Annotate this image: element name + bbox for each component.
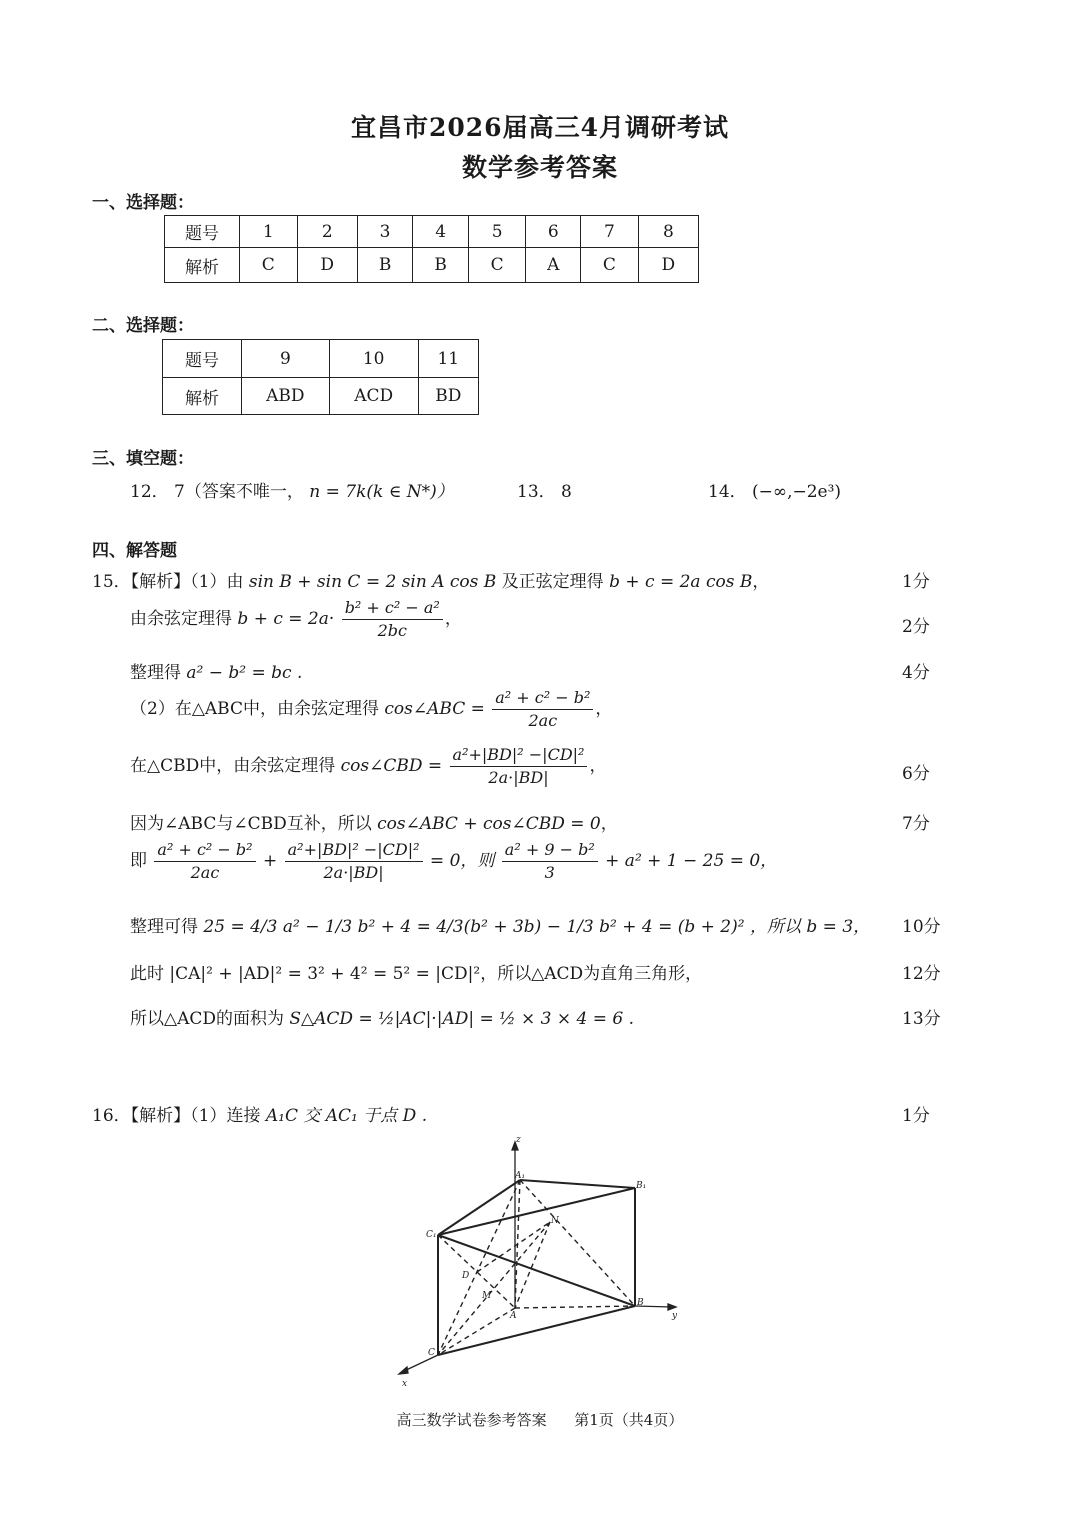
q14-label: 14． [708,482,747,502]
label-y: y [672,1311,678,1321]
table-cell: B [413,248,469,283]
q12-answer: 7（答案不唯一， [174,482,304,502]
table-cell: 6 [526,216,581,248]
table-row [165,248,699,283]
q15-eq: S△ACD = ½|AC|·|AD| = ½ × 3 × 4 = 6 . [289,1009,635,1029]
table-row [165,216,699,248]
q15-text: （2）在△ABC中，由余弦定理得 [130,699,379,719]
q15-line-4: （2）在△ABC中，由余弦定理得 cos∠ABC = $\frac{\text{a² + c² − b²}}{2ac}$ ， [130,688,613,730]
q15-eq: 25 = 4/3 a² − 1/3 b² + 4 = 4/3(b² + 3b) − 1/3 b² + 4 = (b + 2)² [203,917,745,937]
score: 10分 [902,917,941,937]
q15-text: 在△CBD中，由余弦定理得 [130,756,336,776]
table-row [163,378,479,415]
table-cell: 4 [413,216,469,248]
hidden-edges [438,1180,635,1355]
q12-label: 12． [130,482,169,502]
table-cell: 解析 [163,378,242,415]
score: 12分 [902,964,941,984]
q16-line-1 [92,1101,427,1126]
table-cell: 1 [240,216,298,248]
prism-figure [390,1130,690,1395]
table-cell: ABD [242,378,330,415]
q15-eq: cos∠ABC + cos∠CBD = 0 [377,814,601,834]
q15-text: 即 [130,851,147,871]
label-M: M [482,1291,492,1301]
section-1-heading: 一、选择题： [92,193,194,213]
label-z: z [516,1135,521,1145]
fraction: $\frac{\text{a² + c² − b²}}{2ac}$ [492,688,593,731]
q15-text: 所以△ACD的面积为 [130,1009,284,1029]
choice-table-1 [164,215,699,283]
table-cell: 10 [329,340,418,378]
fraction: $\frac{\text{a² + 9 − b²}}{3}$ [502,840,598,883]
footer-text: 高三数学试卷参考答案 [396,1411,547,1429]
q14-answer: (−∞,−2e³) [752,482,842,502]
section-2-heading: 二、选择题： [92,316,194,336]
score: 13分 [902,1009,941,1029]
score: 6分 [902,764,930,784]
q15-line-1: 15．【解析】（1）由 sin B + sin C = 2 sin A cos B 及正弦定理得 b + c = 2a cos B， [92,572,770,592]
q15-line-8 [130,912,870,937]
table-cell: 9 [242,340,330,378]
fraction: $\frac{\text{a² + c² − b²}}{2ac}$ [154,840,255,883]
table-cell: C [581,248,639,283]
page-number: 第1页（共4页） [574,1411,684,1429]
label-N: N [551,1216,559,1226]
q15-text: 此时 |CA|² + |AD|² = 3² + 4² = 5² = |CD|²，所以△ACD为直角三角形， [130,964,703,984]
table-cell: 11 [418,340,478,378]
fraction: $\frac{\text{b² + c² − a²}}{2bc}$ [342,598,443,641]
q15-eq: b + c = 2a· [237,609,335,629]
q15-line-9 [130,959,702,984]
q15-text: 由余弦定理得 [130,609,232,629]
label-C1: C₁ [426,1230,437,1240]
score: 7分 [902,814,930,834]
q15-text: 因为∠ABC与∠CBD互补，所以 [130,814,372,834]
table-cell: 5 [468,216,526,248]
q15-line-5: 在△CBD中，由余弦定理得 cos∠CBD = $\frac{\text{a²+|BD|² −|CD|²}}{2a\cdot|BD|}$ ， [130,745,607,787]
table-cell: 3 [357,216,413,248]
table-cell: C [468,248,526,283]
q16-text: A₁C 交 AC₁ 于点 D . [265,1106,428,1126]
score: 1分 [902,1106,930,1126]
label-x: x [402,1379,408,1389]
score: 2分 [902,617,930,637]
q15-line-7: 即 $\frac{\text{a² + c² − b²}}{2ac}$ + $\frac{\text{a²+|BD|² −|CD|²}}{2a\cdot|BD|}$ = 0，则 $\frac{\text{a² + 9 − b²}}{3}$ + a² + 1 − 25 = 0， [130,840,778,882]
q15-line-2: 由余弦定理得 b + c = 2a· $\frac{\text{b² + c² − a²}}{2bc}$ ， [130,598,462,640]
label-B1: B₁ [636,1181,647,1191]
table-row [163,340,479,378]
q13-label: 13． [517,482,556,502]
q15-eq: = 0，则 [429,851,495,871]
q15-text: 及正弦定理得 [501,572,604,592]
q15-intro: 15．【解析】（1）由 [92,572,244,592]
q15-eq: sin B + sin C = 2 sin A cos B [248,572,497,592]
section-4-heading: 四、解答题 [92,541,177,561]
fraction: $\frac{\text{a²+|BD|² −|CD|²}}{2a\cdot|BD|}$ [285,840,423,883]
q15-eq: a² − b² = bc . [186,663,303,683]
label-D: D [462,1271,470,1281]
label-C: C [428,1348,435,1358]
table-cell: 题号 [165,216,240,248]
table-cell: ACD [329,378,418,415]
q15-line-3 [130,658,302,683]
q15-eq: b + c = 2a cos B [609,572,753,592]
table-cell: BD [418,378,478,415]
table-cell: B [357,248,413,283]
answer-13 [517,477,572,502]
q15-text: 整理可得 [130,917,198,937]
fraction: $\frac{\text{a²+|BD|² −|CD|²}}{2a\cdot|BD|}$ [450,745,588,788]
section-3-heading: 三、填空题： [92,449,194,469]
doc-subtitle: 数学参考答案 [461,153,618,182]
table-cell: 2 [297,216,357,248]
q15-eq: cos∠ABC = [384,699,485,719]
answer-14 [708,477,841,502]
q16-intro: 16．【解析】（1）连接 [92,1106,261,1126]
choice-table-2 [162,339,479,415]
score: 4分 [902,663,930,683]
table-cell: A [526,248,581,283]
q15-eq: + a² + 1 − 25 = 0， [605,851,778,871]
q13-answer: 8 [561,482,572,502]
table-cell: 7 [581,216,639,248]
q15-line-10 [130,1004,634,1029]
score: 1分 [902,572,930,592]
page-footer [0,1409,1080,1430]
table-cell: 题号 [163,340,242,378]
solid-edges [438,1180,635,1355]
label-A1: A₁ [515,1171,526,1181]
q15-eq: ，所以 b = 3， [749,917,871,937]
answer-12 [130,477,454,502]
doc-title: 宜昌市2026届高三4月调研考试 [351,113,729,142]
q15-line-6: 因为∠ABC与∠CBD互补，所以 cos∠ABC + cos∠CBD = 0， [130,814,618,834]
q15-eq: cos∠CBD = [340,756,443,776]
table-cell: 8 [638,216,698,248]
q15-text: 整理得 [130,663,181,683]
table-cell: D [297,248,357,283]
table-cell: D [638,248,698,283]
label-A: A [510,1311,517,1321]
table-cell: 解析 [165,248,240,283]
label-B: B [637,1298,644,1308]
q12-extra: n = 7k(k ∈ N*)） [309,482,454,502]
table-cell: C [240,248,298,283]
